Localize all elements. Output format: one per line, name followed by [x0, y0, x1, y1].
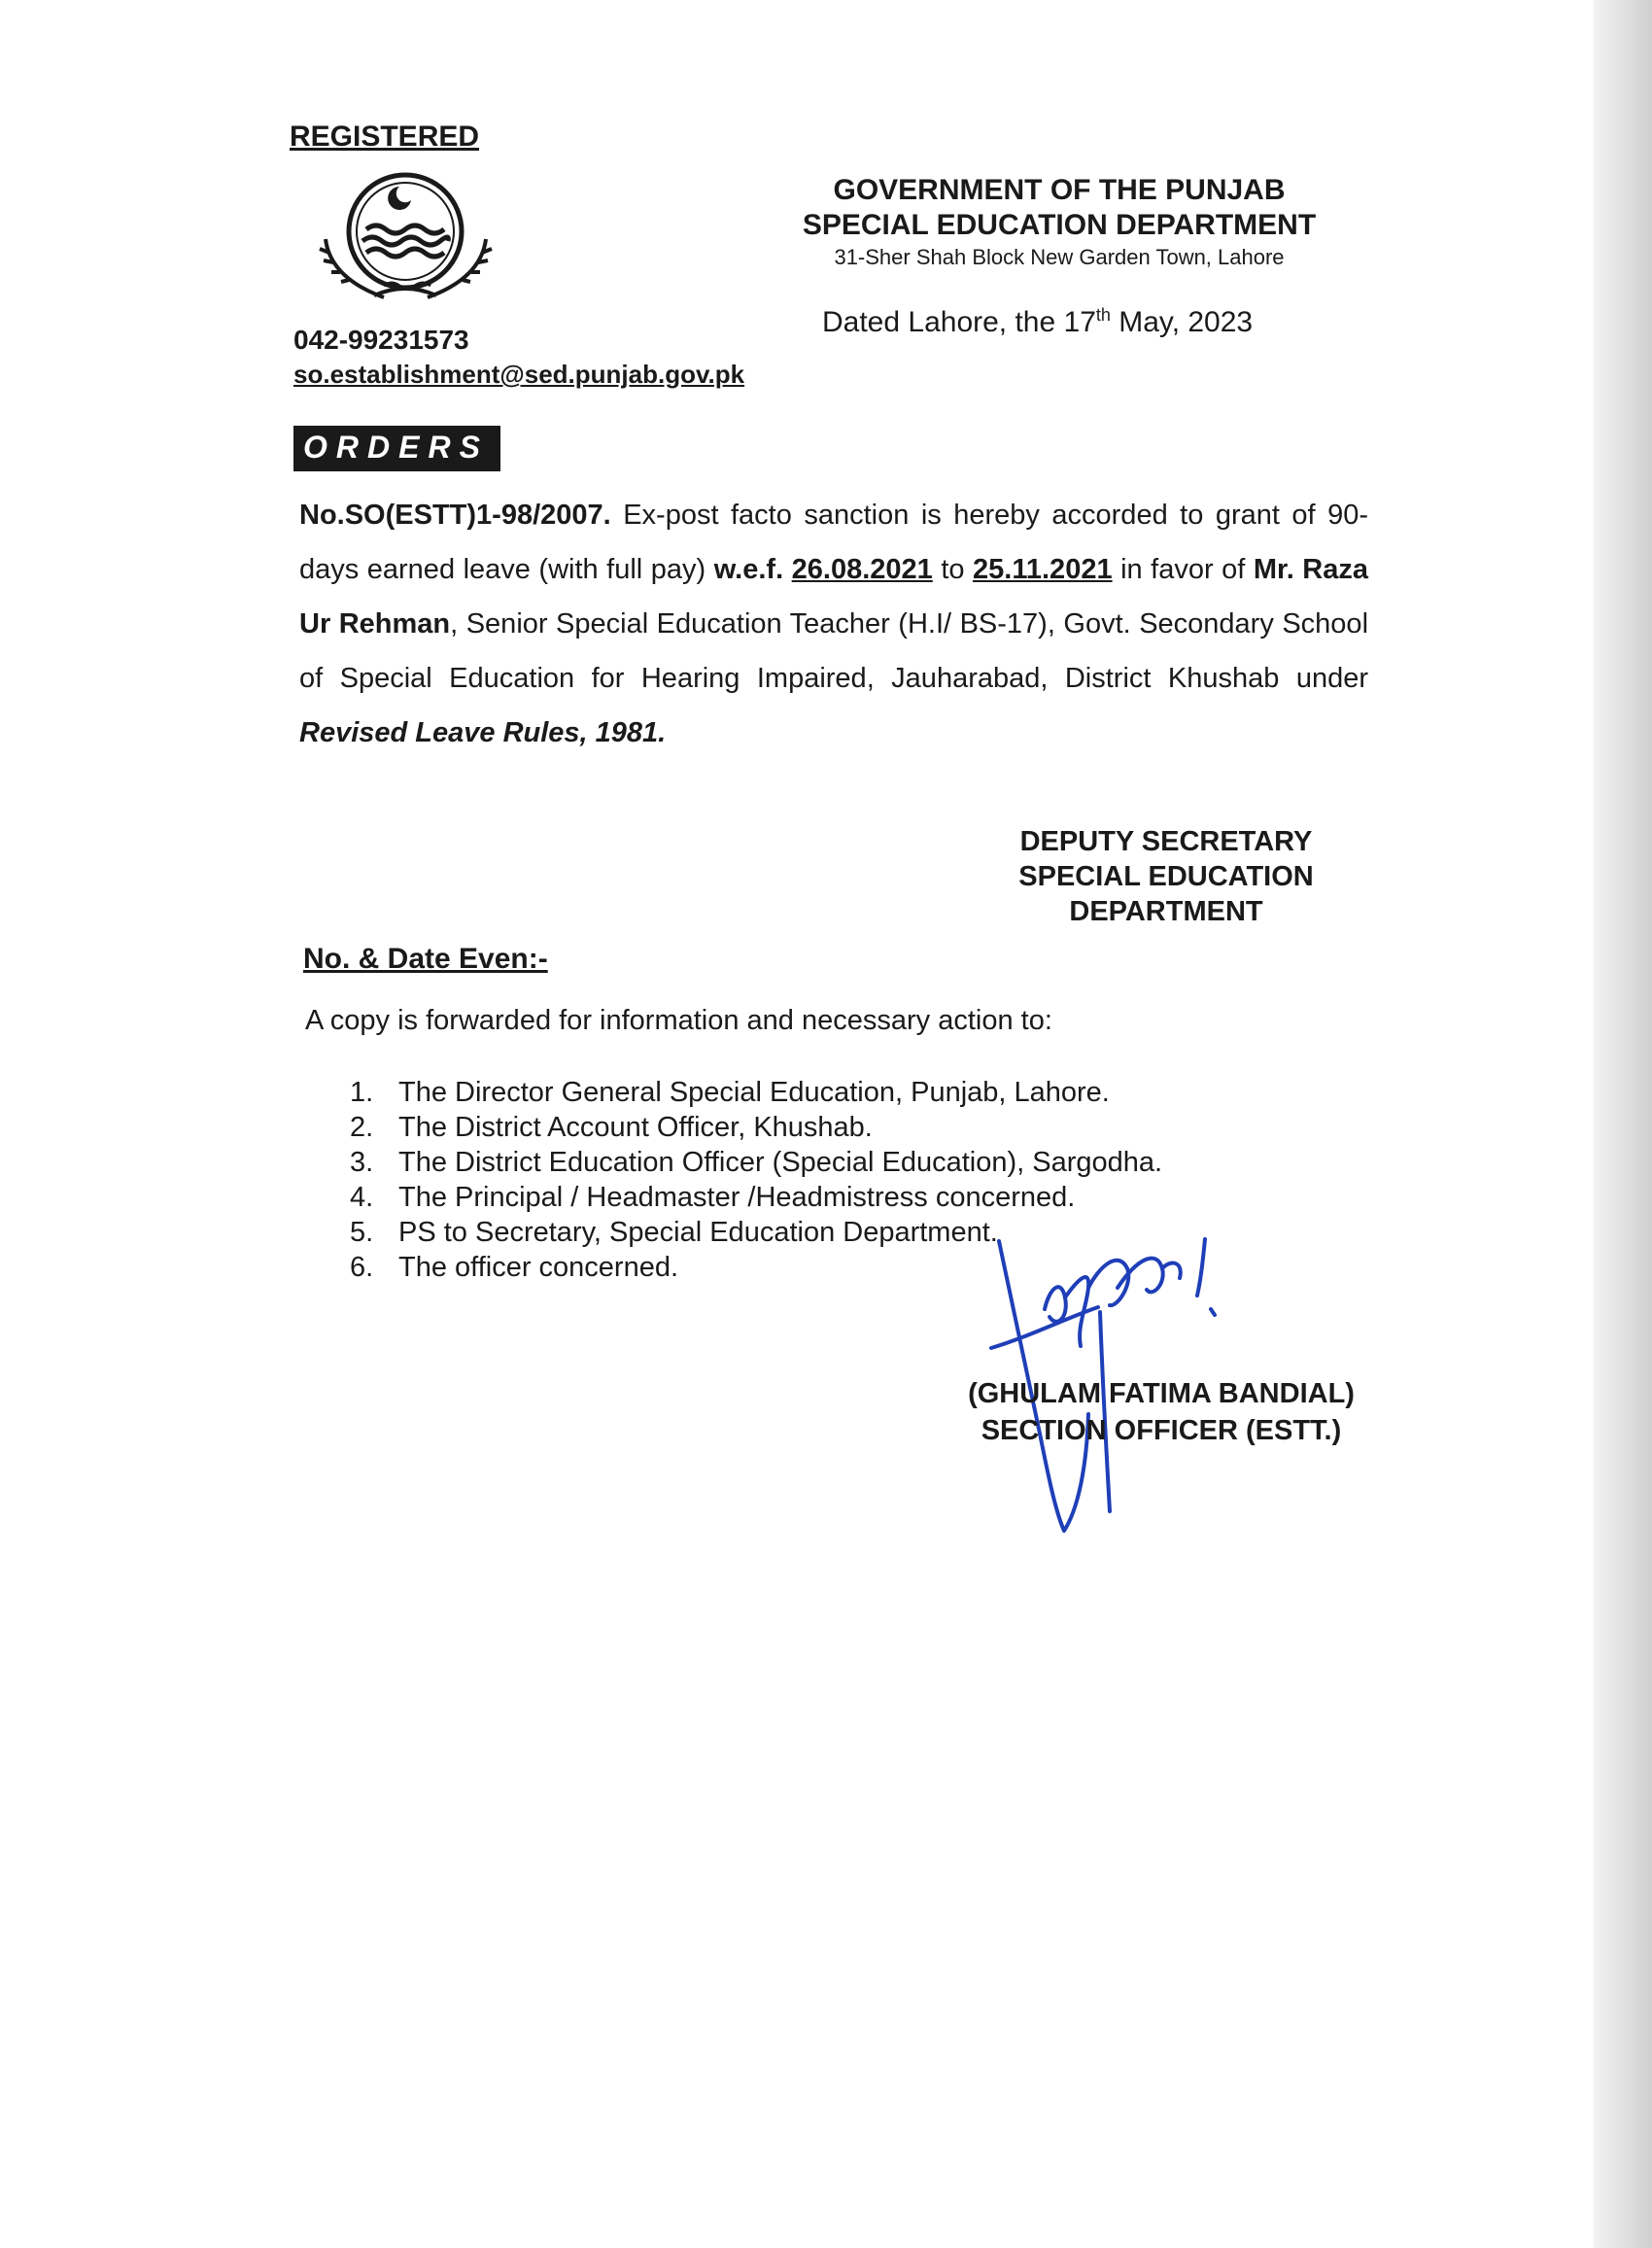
dated-rest: May, 2023 [1110, 306, 1254, 338]
list-item [350, 1180, 1162, 1215]
to-word: to [932, 554, 974, 585]
list-number: 4. [350, 1182, 374, 1213]
phone-number: 042-99231573 [293, 325, 469, 355]
deputy-secretary-block [981, 824, 1351, 929]
department-address: 31-Sher Shah Block New Garden Town, Lahore [834, 245, 1285, 269]
list-text: PS to Secretary, Special Education Department. [398, 1217, 998, 1248]
body-text-1: Ex-post facto sanction is hereby accorded to grant of 90-days earned leave (with full pay) [299, 500, 1368, 585]
deputy-line-1: DEPUTY SECRETARY [1019, 826, 1313, 857]
list-number: 2. [350, 1112, 374, 1143]
dated-suffix: th [1095, 305, 1111, 325]
list-item [350, 1145, 1162, 1180]
wef-label: w.e.f. [713, 554, 784, 585]
no-date-even: No. & Date Even:- [303, 943, 548, 975]
signatory-title: SECTION OFFICER (ESTT.) [981, 1415, 1342, 1446]
person-name: Mr. Raza Ur Rehman [299, 554, 1368, 640]
email-link[interactable]: so.establishment@sed.punjab.gov.pk [293, 360, 745, 389]
order-body [299, 488, 1368, 760]
body-text-3: , Senior Special Education Teacher (H.I/ BS-17), Govt. Secondary School of Special Education for Hearing Impaired, Jauharabad, District Khushab under [299, 608, 1369, 694]
list-number: 6. [350, 1252, 374, 1283]
orders-heading: ORDERS [293, 426, 500, 471]
leave-rules: Revised Leave Rules, 1981. [299, 717, 667, 748]
punjab-emblem-icon [306, 171, 505, 317]
deputy-line-3: DEPARTMENT [1069, 896, 1263, 927]
letterhead [758, 173, 1360, 272]
dated-line [822, 305, 1253, 339]
signatory-name: (GHULAM FATIMA BANDIAL) [968, 1378, 1355, 1409]
list-text: The Principal / Headmaster /Headmistress concerned. [398, 1182, 1076, 1213]
list-number: 3. [350, 1147, 374, 1178]
list-number: 1. [350, 1077, 374, 1108]
deputy-line-2: SPECIAL EDUCATION [1018, 861, 1314, 892]
list-item [350, 1110, 1162, 1145]
list-text: The District Education Officer (Special Education), Sargodha. [398, 1147, 1163, 1178]
signatory-block [933, 1375, 1390, 1449]
page-edge [1594, 0, 1652, 2248]
list-text: The officer concerned. [398, 1252, 679, 1283]
reference-number: No.SO(ESTT)1-98/2007. [299, 500, 611, 531]
list-text: The Director General Special Education, Punjab, Lahore. [398, 1077, 1110, 1108]
date-from: 26.08.2021 [791, 554, 933, 585]
body-text-2: in favor of [1112, 554, 1254, 585]
list-item [350, 1075, 1162, 1110]
dated-prefix: Dated Lahore, the 17 [822, 306, 1096, 338]
copy-forwarded-line: A copy is forwarded for information and necessary action to: [305, 1005, 1052, 1036]
department-title: SPECIAL EDUCATION DEPARTMENT [802, 209, 1317, 241]
list-number: 5. [350, 1217, 374, 1248]
date-to: 25.11.2021 [973, 554, 1113, 585]
registered-label: REGISTERED [290, 121, 480, 153]
government-title: GOVERNMENT OF THE PUNJAB [833, 174, 1286, 206]
list-text: The District Account Officer, Khushab. [398, 1112, 873, 1143]
